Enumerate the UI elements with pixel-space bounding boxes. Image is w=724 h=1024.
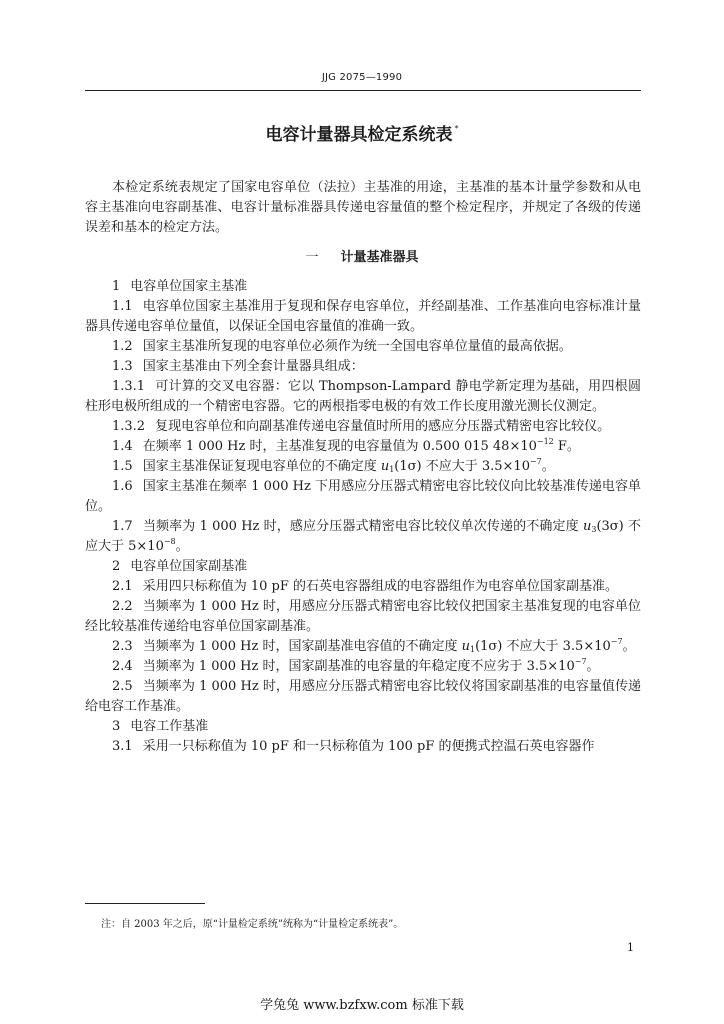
section-title: 计量基准器具 bbox=[340, 250, 419, 265]
clause-number: 1.1 bbox=[112, 299, 133, 314]
clause-number: 2.5 bbox=[112, 679, 133, 694]
clause-paragraph bbox=[85, 557, 641, 577]
clause-paragraph bbox=[85, 297, 641, 337]
clause-number: 1.3 bbox=[112, 359, 133, 374]
clause-number: 3.1 bbox=[112, 739, 133, 754]
clause-number: 1.7 bbox=[112, 519, 133, 534]
footnote-divider bbox=[85, 903, 205, 904]
clause-text: 国家主基准所复现的电容单位必须作为统一全国电容单位量值的最高依据。 bbox=[142, 339, 572, 354]
clause-paragraph bbox=[85, 657, 641, 677]
section-number: 一 bbox=[305, 250, 319, 265]
clause-text: 。 bbox=[541, 459, 555, 474]
clause-text: 电容工作基准 bbox=[130, 719, 209, 734]
clause-paragraph bbox=[85, 437, 641, 457]
clause-text: F。 bbox=[553, 439, 580, 454]
math-variable: u bbox=[461, 639, 470, 654]
clause-number: 1.3.1 bbox=[112, 379, 146, 394]
math-exponent: −7 bbox=[610, 637, 623, 646]
clause-number: 2.4 bbox=[112, 659, 133, 674]
clause-text: 电容单位国家主基准用于复现和保存电容单位，并经副基准、工作基准向电容标准计量器具传递电容单位量值，以保证全国电容量值的准确一致。 bbox=[85, 299, 641, 334]
clause-number: 1.3.2 bbox=[112, 419, 146, 434]
clause-text: 当频率为 1 000 Hz 时，用感应分压器式精密电容比较仪将国家副基准的电容量值传递给电容工作基准。 bbox=[85, 679, 641, 714]
math-variable: u bbox=[582, 519, 592, 534]
clause-text: 复现电容单位和向副基准传递电容量值时所用的感应分压器式精密电容比较仪。 bbox=[155, 419, 611, 434]
math-variable: u bbox=[380, 459, 390, 474]
intro-paragraph: 本检定系统表规定了国家电容单位（法拉）主基准的用途，主基准的基本计量学参数和从电容主基准向电容副基准、电容计量标准器具传递电容量值的整个检定程序，并规定了各级的传递误差和基本的检定方法。 bbox=[85, 180, 641, 235]
document-title bbox=[0, 120, 724, 145]
clause-paragraph bbox=[85, 717, 641, 737]
clause-text: 当频率为 1 000 Hz 时，国家副基准的电容量的年稳定度不应劣于 3.5×10 bbox=[142, 659, 575, 674]
math-subscript: 1 bbox=[389, 465, 395, 474]
clause-number: 1.6 bbox=[112, 479, 133, 494]
title-footnote-mark: * bbox=[454, 124, 459, 133]
clause-number: 2 bbox=[112, 559, 121, 574]
clause-text: 国家主基准在频率 1 000 Hz 下用感应分压器式精密电容比较仪向比较基准传递电容单位。 bbox=[85, 479, 641, 514]
clause-paragraph bbox=[85, 477, 641, 517]
footnote: 注：自 2003 年之后，原“计量检定系统”统称为“计量检定系统表”。 bbox=[101, 919, 404, 930]
site-watermark: 学兔兔 www.bzfxw.com 标准下载 bbox=[260, 998, 464, 1013]
clause-number: 2.3 bbox=[112, 639, 133, 654]
clause-text: 国家主基准由下列全套计量器具组成： bbox=[142, 359, 364, 374]
standard-code-header: JJG 2075—1990 bbox=[321, 72, 403, 83]
title-text: 电容计量器具检定系统表 bbox=[265, 125, 453, 145]
clause-paragraph bbox=[85, 377, 641, 417]
clause-text: 电容单位国家主基准 bbox=[130, 279, 248, 294]
clause-paragraph bbox=[85, 737, 641, 757]
math-exponent: −12 bbox=[536, 437, 554, 446]
clause-paragraph bbox=[85, 457, 641, 477]
clause-number: 2.1 bbox=[112, 579, 133, 594]
clause-text: (1σ) 不应大于 3.5×10 bbox=[475, 639, 611, 654]
math-exponent: −7 bbox=[574, 657, 587, 666]
section-heading bbox=[0, 246, 724, 265]
clause-text: 。 bbox=[622, 639, 636, 654]
clause-paragraph bbox=[85, 517, 641, 557]
clause-text: 在频率 1 000 Hz 时，主基准复现的电容量值为 0.500 015 48×10 bbox=[142, 439, 537, 454]
clause-text: 可计算的交叉电容器：它以 Thompson-Lampard 静电学新定理为基础，用四根圆柱形电极所组成的一个精密电容器。它的两根指零电极的有效工作长度用激光测长仪测定。 bbox=[85, 379, 641, 414]
clause-paragraph bbox=[85, 597, 641, 637]
clause-text: 当频率为 1 000 Hz 时，感应分压器式精密电容比较仪单次传递的不确定度 bbox=[142, 519, 583, 534]
clause-number: 1 bbox=[112, 279, 121, 294]
page-number: 1 bbox=[627, 941, 634, 954]
clause-number: 3 bbox=[112, 719, 121, 734]
clause-number: 1.4 bbox=[112, 439, 133, 454]
clause-paragraph bbox=[85, 277, 641, 297]
clause-paragraph bbox=[85, 677, 641, 717]
clause-number: 1.2 bbox=[112, 339, 133, 354]
clause-paragraph bbox=[85, 637, 641, 657]
clause-paragraph bbox=[85, 417, 641, 437]
math-exponent: −8 bbox=[163, 537, 176, 546]
math-subscript: 1 bbox=[470, 645, 476, 654]
clause-number: 2.2 bbox=[112, 599, 133, 614]
clause-text: 电容单位国家副基准 bbox=[130, 559, 248, 574]
clause-paragraph bbox=[85, 357, 641, 377]
clause-text: (1σ) 不应大于 3.5×10 bbox=[394, 459, 530, 474]
header-divider bbox=[85, 90, 641, 91]
clause-text: 当频率为 1 000 Hz 时，国家副基准电容值的不确定度 bbox=[142, 639, 462, 654]
clause-text: 。 bbox=[586, 659, 600, 674]
math-exponent: −7 bbox=[529, 457, 542, 466]
clause-text: 国家主基准保证复现电容单位的不确定度 bbox=[142, 459, 381, 474]
math-subscript: 3 bbox=[591, 525, 597, 534]
clause-text: 当频率为 1 000 Hz 时，用感应分压器式精密电容比较仪把国家主基准复现的电容单位经比较基准传递给电容单位国家副基准。 bbox=[85, 599, 641, 634]
clause-text: 采用四只标称值为 10 pF 的石英电容器组成的电容器组作为电容单位国家副基准。 bbox=[142, 579, 618, 594]
clauses-body bbox=[85, 277, 641, 757]
clause-paragraph bbox=[85, 337, 641, 357]
clause-paragraph bbox=[85, 577, 641, 597]
clause-text: 采用一只标称值为 10 pF 和一只标称值为 100 pF 的便携式控温石英电容器作 bbox=[142, 739, 595, 754]
clause-text: 。 bbox=[175, 539, 189, 554]
clause-number: 1.5 bbox=[112, 459, 133, 474]
clause-text: (3σ) 不应大于 5×10 bbox=[85, 519, 642, 554]
